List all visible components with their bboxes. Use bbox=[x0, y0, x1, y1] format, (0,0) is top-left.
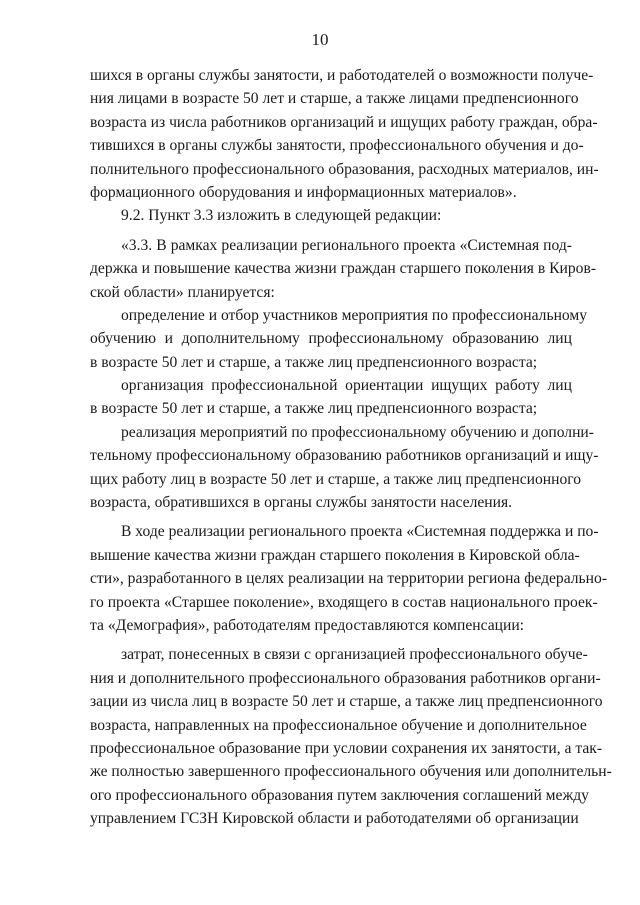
text-line: зации из числа лиц в возрасте 50 лет и старше, а также лиц предпенсионного bbox=[90, 693, 603, 711]
text-line: обучению и дополнительному профессиональному образованию лиц bbox=[90, 330, 572, 348]
text-line: возраста из числа работников организаций и ищущих работу граждан, обра- bbox=[90, 113, 598, 131]
paragraph bbox=[90, 204, 572, 227]
text-line: тельному профессиональному образованию работников организаций и ищу- bbox=[90, 447, 599, 465]
text-line: формационного оборудования и информационных материалов». bbox=[90, 183, 517, 201]
text-line: реализация мероприятий по профессиональному обучению и дополни- bbox=[121, 423, 594, 441]
text-line: профессиональное образование при условии сохранения их занятости, а так- bbox=[90, 739, 603, 757]
text-line: определение и отбор участников мероприятия по профессиональному bbox=[121, 306, 588, 324]
paragraph bbox=[90, 64, 599, 204]
page-number: 10 bbox=[311, 30, 329, 49]
text-line: вышение качества жизни граждан старшего поколения в Кировской обла- bbox=[90, 546, 580, 564]
paragraph bbox=[90, 304, 588, 374]
text-line: в возрасте 50 лет и старше, а также лиц предпенсионного возраста; bbox=[90, 400, 538, 418]
text-line: В ходе реализации регионального проекта «Системная поддержка и по- bbox=[121, 523, 599, 541]
text-line: тившихся в органы службы занятости, профессионального обучения и до- bbox=[90, 137, 584, 155]
text-line: возраста, направленных на профессиональное обучение и дополнительное bbox=[90, 716, 587, 734]
paragraph bbox=[90, 520, 608, 637]
text-line: 9.2. Пункт 3.3 изложить в следующей редакции: bbox=[121, 207, 442, 225]
paragraph bbox=[90, 234, 597, 304]
text-line: ской области» планируется: bbox=[90, 283, 275, 301]
text-line: сти», разработанного в целях реализации на территории региона федерально- bbox=[90, 570, 608, 588]
text-line: управлением ГСЗН Кировской области и работодателями об организации bbox=[90, 810, 579, 828]
paragraph bbox=[90, 421, 599, 515]
text-line: затрат, понесенных в связи с организацией профессионального обуче- bbox=[121, 646, 588, 664]
text-line: в возрасте 50 лет и старше, а также лиц предпенсионного возраста; bbox=[90, 353, 538, 371]
paragraph bbox=[90, 643, 612, 830]
text-line: организация профессиональной ориентации ищущих работу лиц bbox=[121, 377, 572, 395]
text-line: щих работу лиц в возрасте 50 лет и старше, а также лиц предпенсионного bbox=[90, 470, 582, 488]
text-line: «3.3. В рамках реализации регионального проекта «Системная под- bbox=[121, 236, 572, 254]
text-line: полнительного профессионального образования, расходных материалов, ин- bbox=[90, 160, 599, 178]
text-line: же полностью завершенного профессионального обучения или дополнительн- bbox=[90, 763, 612, 781]
paragraph bbox=[90, 374, 572, 421]
text-line: шихся в органы службы занятости, и работодателей о возможности получе- bbox=[90, 67, 594, 84]
text-line: ния и дополнительного профессионального образования работников органи- bbox=[90, 669, 601, 687]
document-body bbox=[90, 64, 612, 831]
text-line: го проекта «Старшее поколение», входящего в состав национального проек- bbox=[90, 593, 598, 611]
text-line: возраста, обратившихся в органы службы занятости населения. bbox=[90, 494, 513, 512]
text-line: та «Демография», работодателям предоставляются компенсации: bbox=[90, 616, 525, 634]
text-line: ого профессионального образования путем заключения соглашений между bbox=[90, 786, 589, 804]
text-line: держка и повышение качества жизни граждан старшего поколения в Киров- bbox=[90, 260, 597, 278]
text-line: ния лицами в возрасте 50 лет и старше, а также лицами предпенсионного bbox=[90, 90, 579, 108]
